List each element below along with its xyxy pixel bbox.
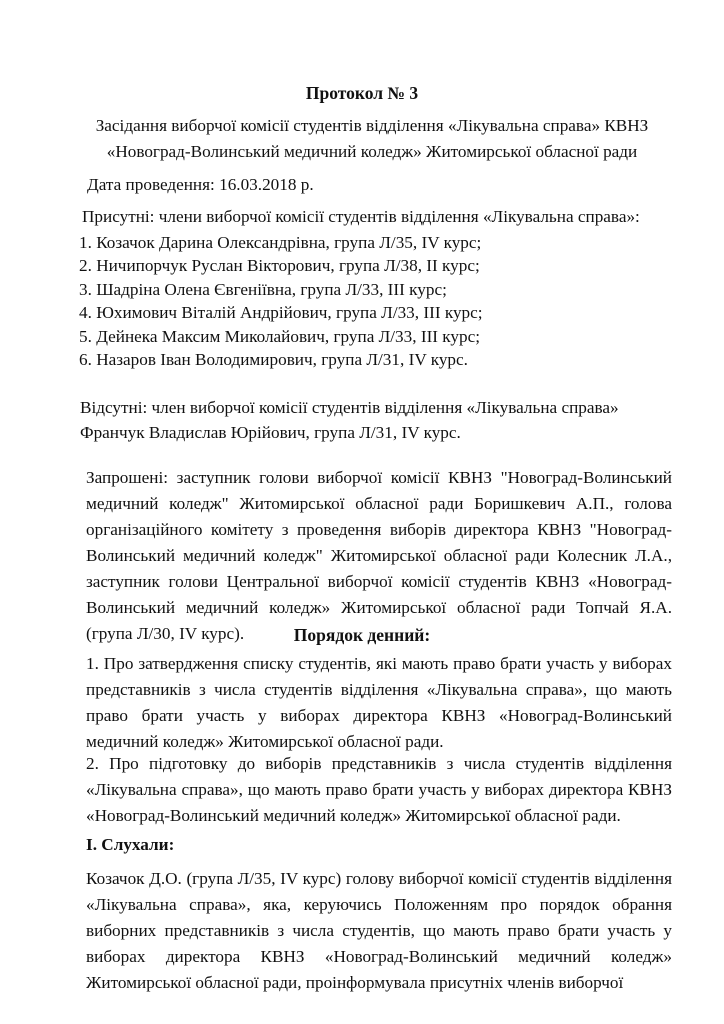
document-title: Протокол № 3 xyxy=(305,83,419,103)
agenda-item-2: 2. Про підготовку до виборів представників з числа студентів відділення «Лікувальна справа», що мають право брати участь у виборах директора КВНЗ «Новоград-Волинський медичний коледж» Житомирської обласної ради. xyxy=(86,754,672,825)
absent-line-1: Відсутні: член виборчої комісії студентів відділення «Лікувальна справа» xyxy=(80,398,619,417)
absent-line-2: Франчук Владислав Юрійович, група Л/31, IV курс. xyxy=(80,423,461,442)
section-heading-heard: I. Слухали: xyxy=(86,835,175,854)
member-item: 2. Ничипорчук Руслан Вікторович, група Л/38, II курс; xyxy=(79,256,480,276)
subtitle-line-2: «Новоград-Волинський медичний коледж» Житомирської обласної ради xyxy=(106,142,638,161)
member-item: 3. Шадріна Олена Євгеніївна, група Л/33, III курс; xyxy=(79,279,447,299)
member-item: 6. Назаров Іван Володимирович, група Л/31, IV курс. xyxy=(79,350,468,370)
subtitle-line-1: Засідання виборчої комісії студентів відділення «Лікувальна справа» КВНЗ xyxy=(95,116,649,135)
meeting-date: Дата проведення: 16.03.2018 р. xyxy=(87,175,314,194)
member-item: 1. Козачок Дарина Олександрівна, група Л/35, IV курс; xyxy=(79,233,482,252)
invited-paragraph: Запрошені: заступник голови виборчої комісії КВНЗ "Новоград-Волинський медичний коледж" Житомирської обласної ради Боришкевич А.П., голова організаційного комітету з проведення виборів директора КВНЗ "Новоград-Волинський медичний коледж" Житомирської обласної ради Колесник Л.А., заступник голови Центральної виборчої комісії студентів КВНЗ «Новоград-Волинський медичний коледж» Житомирської обласної ради Топчай Я.А. (група Л/30, IV курс). xyxy=(86,468,672,643)
member-item: 4. Юхимович Віталій Андрійович, група Л/33, III курс; xyxy=(79,303,483,323)
present-members-list xyxy=(79,231,483,371)
agenda-item-1: 1. Про затвердження списку студентів, які мають право брати участь у виборах представників з числа студентів відділення «Лікувальна справа», що мають право брати участь у виборах директора КВНЗ «Новоград-Волинський медичний коледж» Житомирської обласної ради. xyxy=(86,654,672,751)
section-heard-paragraph: Козачок Д.О. (група Л/35, IV курс) голову виборчої комісії студентів відділення «Лікувальна справа», яка, керуючись Положенням про порядок обрання виборних представників з числа студентів, що мають право брати участь у виборах директора КВНЗ «Новоград-Волинський медичний коледж» Житомирської обласної ради, проінформувала присутніх членів виборчої xyxy=(86,869,672,992)
member-item: 5. Дейнека Максим Миколайович, група Л/33, III курс; xyxy=(79,326,481,346)
present-heading: Присутні: члени виборчої комісії студентів відділення «Лікувальна справа»: xyxy=(82,207,640,226)
agenda-heading: Порядок денний: xyxy=(293,625,431,645)
